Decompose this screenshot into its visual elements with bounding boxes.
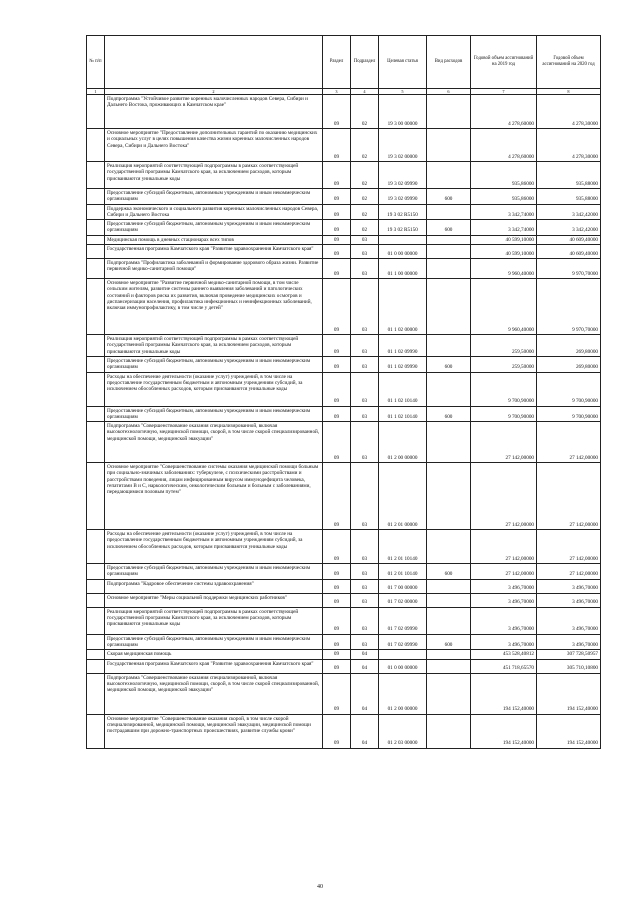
table-row bbox=[87, 204, 601, 220]
row-number-cell bbox=[87, 189, 105, 205]
podrazdel-cell: 02 bbox=[351, 95, 379, 129]
amount-2020-cell: 3 342,42000 bbox=[537, 220, 601, 236]
item-name-cell: Основное мероприятие "Совершенствование оказания скорой, в том числе скорой специализированной, медицинской помощи, медицинской эвакуации, медицинской помощи пострадавшим при дорожно-транспортных происшествиях, развитие службы крови" bbox=[105, 714, 323, 748]
amount-2020-cell: 194 152,40000 bbox=[537, 714, 601, 748]
table-row bbox=[87, 129, 601, 162]
item-name-cell: Основное мероприятие "Меры социальной поддержки медицинских работников" bbox=[105, 593, 323, 607]
table-row bbox=[87, 650, 601, 659]
razdel-cell: 09 bbox=[323, 673, 351, 714]
row-number-cell bbox=[87, 129, 105, 162]
row-number-cell bbox=[87, 634, 105, 650]
razdel-cell: 09 bbox=[323, 650, 351, 659]
table-header-row bbox=[87, 36, 601, 89]
razdel-cell: 09 bbox=[323, 259, 351, 279]
amount-2019-cell: 27 142,00000 bbox=[471, 530, 537, 564]
amount-2019-cell: 194 152,40000 bbox=[471, 673, 537, 714]
razdel-cell: 09 bbox=[323, 714, 351, 748]
expense-type-cell: 600 bbox=[427, 406, 471, 422]
amount-2019-cell: 3 496,70000 bbox=[471, 579, 537, 593]
target-article-cell: 01 2 01 10140 bbox=[379, 530, 427, 564]
amount-2019-cell: 3 496,70000 bbox=[471, 607, 537, 634]
podrazdel-cell: 03 bbox=[351, 593, 379, 607]
podrazdel-cell: 03 bbox=[351, 463, 379, 530]
target-article-cell: 01 1 02 10140 bbox=[379, 372, 427, 406]
podrazdel-cell: 03 bbox=[351, 634, 379, 650]
amount-2020-cell: 27 142,00000 bbox=[537, 463, 601, 530]
budget-allocation-table bbox=[86, 35, 601, 749]
razdel-cell: 09 bbox=[323, 129, 351, 162]
podrazdel-cell: 03 bbox=[351, 245, 379, 259]
expense-type-cell bbox=[427, 259, 471, 279]
podrazdel-cell: 03 bbox=[351, 406, 379, 422]
row-number-cell bbox=[87, 607, 105, 634]
column-number: 6 bbox=[427, 89, 471, 95]
table-row bbox=[87, 335, 601, 357]
podrazdel-cell: 04 bbox=[351, 650, 379, 659]
expense-type-cell bbox=[427, 129, 471, 162]
razdel-cell: 09 bbox=[323, 406, 351, 422]
item-name-cell: Расходы на обеспечение деятельности (оказание услуг) учреждений, в том числе на предоставление государственным бюджетным и автономным учреждениям субсидий, за исключением обособленных расходов, которым присваиваются уникальные коды bbox=[105, 530, 323, 564]
amount-2019-cell: 3 496,70000 bbox=[471, 634, 537, 650]
amount-2020-cell: 9 970,70000 bbox=[537, 279, 601, 335]
expense-type-cell bbox=[427, 372, 471, 406]
expense-type-cell: 600 bbox=[427, 356, 471, 372]
item-name-cell: Скорая медицинская помощь bbox=[105, 650, 323, 659]
table-row bbox=[87, 372, 601, 406]
table-row bbox=[87, 356, 601, 372]
item-name-cell: Предоставление субсидий бюджетным, автономным учреждениям и иным некоммерческим организациям bbox=[105, 356, 323, 372]
table-row bbox=[87, 593, 601, 607]
expense-type-cell: 600 bbox=[427, 634, 471, 650]
amount-2019-cell: 259,50000 bbox=[471, 335, 537, 357]
item-name-cell: Предоставление субсидий бюджетным, автономным учреждениям и иным некоммерческим организациям bbox=[105, 220, 323, 236]
item-name-cell: Подпрограмма "Совершенствование оказания специализированной, включая высокотехнологичную, медицинской помощи, скорой, в том числе скорой специализированной, медицинской помощи, медицинской эвакуации" bbox=[105, 422, 323, 463]
table-row bbox=[87, 714, 601, 748]
table-row bbox=[87, 607, 601, 634]
table-row bbox=[87, 422, 601, 463]
table-row bbox=[87, 406, 601, 422]
razdel-cell: 09 bbox=[323, 220, 351, 236]
razdel-cell: 09 bbox=[323, 607, 351, 634]
target-article-cell: 19 3 00 00000 bbox=[379, 95, 427, 129]
podrazdel-cell: 03 bbox=[351, 564, 379, 580]
expense-type-cell bbox=[427, 279, 471, 335]
amount-2019-cell: 935,86000 bbox=[471, 162, 537, 189]
item-name-cell: Основное мероприятие "Предоставление дополнительных гарантий по оказанию медицинских и социальных услуг в целях повышения качества жизни коренных малочисленных народов Севера, Сибири и Дальнего Востока" bbox=[105, 129, 323, 162]
amount-2019-cell: 453 528,40812 bbox=[471, 650, 537, 659]
item-name-cell: Подпрограмма "Кадровое обеспечение системы здравоохранения" bbox=[105, 579, 323, 593]
table-row bbox=[87, 235, 601, 244]
target-article-cell: 01 0 00 00000 bbox=[379, 245, 427, 259]
amount-2020-cell: 9 970,70000 bbox=[537, 259, 601, 279]
expense-type-cell bbox=[427, 607, 471, 634]
amount-2020-cell: 4 278,30000 bbox=[537, 95, 601, 129]
amount-2019-cell: 4 278,60000 bbox=[471, 95, 537, 129]
item-name-cell: Предоставление субсидий бюджетным, автономным учреждениям и иным некоммерческим организациям bbox=[105, 634, 323, 650]
table-row bbox=[87, 673, 601, 714]
amount-2020-cell: 307 728,50957 bbox=[537, 650, 601, 659]
razdel-cell: 09 bbox=[323, 634, 351, 650]
podrazdel-cell: 02 bbox=[351, 204, 379, 220]
podrazdel-cell: 03 bbox=[351, 422, 379, 463]
amount-2020-cell: 3 496,70000 bbox=[537, 593, 601, 607]
expense-type-cell bbox=[427, 530, 471, 564]
row-number-cell bbox=[87, 95, 105, 129]
razdel-cell: 09 bbox=[323, 593, 351, 607]
amount-2020-cell: 40 609,40000 bbox=[537, 235, 601, 244]
amount-2020-cell: 27 142,00000 bbox=[537, 530, 601, 564]
item-name-cell: Расходы на обеспечение деятельности (оказание услуг) учреждений, в том числе на предоставление государственным бюджетным и автономным учреждениям субсидий, за исключением обособленных расходов, которым присваиваются уникальные коды bbox=[105, 372, 323, 406]
expense-type-cell bbox=[427, 95, 471, 129]
target-article-cell: 01 7 02 09990 bbox=[379, 634, 427, 650]
row-number-cell bbox=[87, 279, 105, 335]
amount-2020-cell: 269,80000 bbox=[537, 335, 601, 357]
amount-2019-cell: 935,86000 bbox=[471, 189, 537, 205]
row-number-cell bbox=[87, 245, 105, 259]
target-article-cell: 01 1 02 10140 bbox=[379, 406, 427, 422]
row-number-cell bbox=[87, 372, 105, 406]
podrazdel-cell: 03 bbox=[351, 372, 379, 406]
amount-2020-cell: 194 152,40000 bbox=[537, 673, 601, 714]
target-article-cell: 01 2 00 00000 bbox=[379, 422, 427, 463]
row-number-cell bbox=[87, 356, 105, 372]
razdel-cell: 09 bbox=[323, 422, 351, 463]
item-name-cell: Поддержка экономического и социального развития коренных малочисленных народов Севера, Сибири и Дальнего Востока bbox=[105, 204, 323, 220]
podrazdel-cell: 03 bbox=[351, 579, 379, 593]
row-number-cell bbox=[87, 220, 105, 236]
header-expense-type: Вид расходов bbox=[427, 36, 471, 89]
expense-type-cell bbox=[427, 245, 471, 259]
amount-2020-cell: 3 496,70000 bbox=[537, 579, 601, 593]
item-name-cell: Государственная программа Камчатского края "Развитие здравоохранения Камчатского края" bbox=[105, 245, 323, 259]
row-number-cell bbox=[87, 406, 105, 422]
target-article-cell: 01 1 00 00000 bbox=[379, 259, 427, 279]
row-number-cell bbox=[87, 673, 105, 714]
item-name-cell: Государственная программа Камчатского края "Развитие здравоохранения Камчатского края" bbox=[105, 659, 323, 673]
header-razdel: Раздел bbox=[323, 36, 351, 89]
amount-2019-cell: 3 496,70000 bbox=[471, 593, 537, 607]
target-article-cell: 01 2 01 00000 bbox=[379, 463, 427, 530]
expense-type-cell bbox=[427, 579, 471, 593]
target-article-cell: 19 3 02 00000 bbox=[379, 129, 427, 162]
item-name-cell: Медицинская помощь в дневных стационарах всех типов bbox=[105, 235, 323, 244]
amount-2019-cell: 9 700,90000 bbox=[471, 372, 537, 406]
row-number-cell bbox=[87, 579, 105, 593]
podrazdel-cell: 03 bbox=[351, 530, 379, 564]
row-number-cell bbox=[87, 335, 105, 357]
podrazdel-cell: 04 bbox=[351, 714, 379, 748]
table-row bbox=[87, 530, 601, 564]
expense-type-cell bbox=[427, 659, 471, 673]
expense-type-cell: 600 bbox=[427, 564, 471, 580]
amount-2020-cell: 27 142,00000 bbox=[537, 564, 601, 580]
row-number-cell bbox=[87, 714, 105, 748]
table-row bbox=[87, 463, 601, 530]
row-number-cell bbox=[87, 422, 105, 463]
column-number: 3 bbox=[323, 89, 351, 95]
expense-type-cell: 600 bbox=[427, 189, 471, 205]
header-podrazdel: Подраздел bbox=[351, 36, 379, 89]
column-number: 5 bbox=[379, 89, 427, 95]
razdel-cell: 09 bbox=[323, 204, 351, 220]
razdel-cell: 09 bbox=[323, 659, 351, 673]
item-name-cell: Основное мероприятие "Развитие первичной медико-санитарной помощи, в том числе сельским жителям, развитие системы раннего выявления заболеваний и патологических состояний и факторов риска их развития, включая проведение медицинских осмотров и диспансеризации населения, профилактика инфекционных и неинфекционных заболеваний, включая иммунопрофилактику, в том числе у детей" bbox=[105, 279, 323, 335]
item-name-cell: Подпрограмма "Совершенствование оказания специализированной, включая высокотехнологичную, медицинской помощи, скорой, в том числе скорой специализированной, медицинской помощи, медицинской эвакуации" bbox=[105, 673, 323, 714]
razdel-cell: 09 bbox=[323, 335, 351, 357]
podrazdel-cell: 03 bbox=[351, 259, 379, 279]
razdel-cell: 09 bbox=[323, 356, 351, 372]
target-article-cell: 19 3 02 09990 bbox=[379, 189, 427, 205]
razdel-cell: 09 bbox=[323, 372, 351, 406]
header-name bbox=[105, 36, 323, 89]
amount-2019-cell: 27 142,00000 bbox=[471, 564, 537, 580]
expense-type-cell bbox=[427, 593, 471, 607]
amount-2020-cell: 4 278,30000 bbox=[537, 129, 601, 162]
column-number: 2 bbox=[105, 89, 323, 95]
razdel-cell: 09 bbox=[323, 579, 351, 593]
target-article-cell: 01 2 01 10140 bbox=[379, 564, 427, 580]
target-article-cell: 19 3 02 09990 bbox=[379, 162, 427, 189]
table-row bbox=[87, 564, 601, 580]
target-article-cell: 01 7 02 00000 bbox=[379, 593, 427, 607]
item-name-cell: Реализация мероприятий соответствующей подпрограммы в рамках соответствующей государственной программы Камчатского края, за исключением расходов, которым присваиваются уникальные коды bbox=[105, 335, 323, 357]
expense-type-cell bbox=[427, 162, 471, 189]
amount-2019-cell: 9 700,90000 bbox=[471, 406, 537, 422]
row-number-cell bbox=[87, 650, 105, 659]
amount-2019-cell: 451 718,65570 bbox=[471, 659, 537, 673]
podrazdel-cell: 03 bbox=[351, 335, 379, 357]
item-name-cell: Предоставление субсидий бюджетным, автономным учреждениям и иным некоммерческим организациям bbox=[105, 406, 323, 422]
amount-2019-cell: 259,50000 bbox=[471, 356, 537, 372]
razdel-cell: 09 bbox=[323, 530, 351, 564]
amount-2020-cell: 3 496,70000 bbox=[537, 607, 601, 634]
podrazdel-cell: 03 bbox=[351, 607, 379, 634]
amount-2020-cell: 269,80000 bbox=[537, 356, 601, 372]
row-number-cell bbox=[87, 463, 105, 530]
amount-2019-cell: 27 142,00000 bbox=[471, 463, 537, 530]
table-row bbox=[87, 162, 601, 189]
amount-2020-cell: 3 342,42000 bbox=[537, 204, 601, 220]
expense-type-cell bbox=[427, 235, 471, 244]
table-row bbox=[87, 659, 601, 673]
target-article-cell bbox=[379, 650, 427, 659]
podrazdel-cell: 03 bbox=[351, 235, 379, 244]
row-number-cell bbox=[87, 204, 105, 220]
table-row bbox=[87, 579, 601, 593]
header-target-article: Целевая статья bbox=[379, 36, 427, 89]
table-row bbox=[87, 634, 601, 650]
amount-2019-cell: 194 152,40000 bbox=[471, 714, 537, 748]
target-article-cell: 19 3 02 R5150 bbox=[379, 220, 427, 236]
target-article-cell: 01 2 03 00000 bbox=[379, 714, 427, 748]
header-number: № п/п bbox=[87, 36, 105, 89]
razdel-cell: 09 bbox=[323, 463, 351, 530]
target-article-cell: 01 1 02 09990 bbox=[379, 356, 427, 372]
column-number: 4 bbox=[351, 89, 379, 95]
expense-type-cell bbox=[427, 204, 471, 220]
target-article-cell: 19 3 02 R5150 bbox=[379, 204, 427, 220]
amount-2019-cell: 3 342,74000 bbox=[471, 220, 537, 236]
item-name-cell: Реализация мероприятий соответствующей подпрограммы в рамках соответствующей государственной программы Камчатского края, за исключением расходов, которым присваиваются уникальные коды bbox=[105, 607, 323, 634]
amount-2019-cell: 40 599,10000 bbox=[471, 245, 537, 259]
target-article-cell: 01 2 00 00000 bbox=[379, 673, 427, 714]
target-article-cell: 01 0 00 00000 bbox=[379, 659, 427, 673]
item-name-cell: Предоставление субсидий бюджетным, автономным учреждениям и иным некоммерческим организациям bbox=[105, 564, 323, 580]
table-row bbox=[87, 279, 601, 335]
amount-2020-cell: 305 710,10800 bbox=[537, 659, 601, 673]
row-number-cell bbox=[87, 235, 105, 244]
expense-type-cell bbox=[427, 673, 471, 714]
amount-2019-cell: 4 278,60000 bbox=[471, 129, 537, 162]
row-number-cell bbox=[87, 259, 105, 279]
header-amount-2020: Годовой объем ассигнований на 2020 год bbox=[537, 36, 601, 89]
header-amount-2019: Годовой объем ассигнований на 2019 год bbox=[471, 36, 537, 89]
expense-type-cell bbox=[427, 714, 471, 748]
item-name-cell: Основное мероприятие "Совершенствование системы оказания медицинской помощи больным при социально-значимых заболеваниях: туберкулезе, с психическими расстройствами и расстройствами поведения, лицам инфицированным вирусом иммунодефицита человека, гепатитами В и С, наркологическим, онкологическим больным и больным с заболеваниями, передающимися половым путем" bbox=[105, 463, 323, 530]
item-name-cell: Предоставление субсидий бюджетным, автономным учреждениям и иным некоммерческим организациям bbox=[105, 189, 323, 205]
target-article-cell: 01 1 02 00000 bbox=[379, 279, 427, 335]
amount-2020-cell: 935,88000 bbox=[537, 162, 601, 189]
expense-type-cell bbox=[427, 650, 471, 659]
amount-2020-cell: 935,88000 bbox=[537, 189, 601, 205]
expense-type-cell bbox=[427, 422, 471, 463]
amount-2020-cell: 40 609,40000 bbox=[537, 245, 601, 259]
razdel-cell: 09 bbox=[323, 564, 351, 580]
amount-2019-cell: 9 960,40000 bbox=[471, 279, 537, 335]
razdel-cell: 09 bbox=[323, 189, 351, 205]
amount-2020-cell: 3 496,70000 bbox=[537, 634, 601, 650]
row-number-cell bbox=[87, 564, 105, 580]
podrazdel-cell: 04 bbox=[351, 673, 379, 714]
expense-type-cell bbox=[427, 335, 471, 357]
row-number-cell bbox=[87, 530, 105, 564]
target-article-cell bbox=[379, 235, 427, 244]
podrazdel-cell: 02 bbox=[351, 220, 379, 236]
table-row bbox=[87, 189, 601, 205]
table-row bbox=[87, 95, 601, 129]
column-number: 7 bbox=[471, 89, 537, 95]
table-row bbox=[87, 245, 601, 259]
table-row bbox=[87, 259, 601, 279]
razdel-cell: 09 bbox=[323, 162, 351, 189]
amount-2019-cell: 9 960,40000 bbox=[471, 259, 537, 279]
item-name-cell: Реализация мероприятий соответствующей подпрограммы в рамках соответствующей государственной программы Камчатского края, за исключением расходов, которым присваиваются уникальные коды bbox=[105, 162, 323, 189]
item-name-cell: Подпрограмма "Устойчивое развитие коренных малочисленных народов Севера, Сибири и Дальнего Востока, проживающих в Камчатском крае" bbox=[105, 95, 323, 129]
razdel-cell: 09 bbox=[323, 95, 351, 129]
row-number-cell bbox=[87, 659, 105, 673]
column-number: 8 bbox=[537, 89, 601, 95]
target-article-cell: 01 7 00 00000 bbox=[379, 579, 427, 593]
amount-2020-cell: 27 142,00000 bbox=[537, 422, 601, 463]
amount-2020-cell: 9 700,90000 bbox=[537, 406, 601, 422]
podrazdel-cell: 02 bbox=[351, 162, 379, 189]
row-number-cell bbox=[87, 162, 105, 189]
table-row bbox=[87, 220, 601, 236]
amount-2020-cell: 9 700,90000 bbox=[537, 372, 601, 406]
row-number-cell bbox=[87, 593, 105, 607]
amount-2019-cell: 27 142,00000 bbox=[471, 422, 537, 463]
expense-type-cell bbox=[427, 463, 471, 530]
expense-type-cell: 600 bbox=[427, 220, 471, 236]
podrazdel-cell: 03 bbox=[351, 279, 379, 335]
razdel-cell: 09 bbox=[323, 279, 351, 335]
column-number: 1 bbox=[87, 89, 105, 95]
target-article-cell: 01 7 02 09990 bbox=[379, 607, 427, 634]
item-name-cell: Подпрограмма "Профилактика заболеваний и формирование здорового образа жизни. Развитие первичной медико-санитарной помощи" bbox=[105, 259, 323, 279]
podrazdel-cell: 03 bbox=[351, 356, 379, 372]
page-number: 40 bbox=[317, 884, 323, 890]
podrazdel-cell: 04 bbox=[351, 659, 379, 673]
podrazdel-cell: 02 bbox=[351, 129, 379, 162]
razdel-cell: 09 bbox=[323, 245, 351, 259]
razdel-cell: 09 bbox=[323, 235, 351, 244]
podrazdel-cell: 02 bbox=[351, 189, 379, 205]
amount-2019-cell: 3 342,74000 bbox=[471, 204, 537, 220]
amount-2019-cell: 40 599,10000 bbox=[471, 235, 537, 244]
target-article-cell: 01 1 02 09990 bbox=[379, 335, 427, 357]
